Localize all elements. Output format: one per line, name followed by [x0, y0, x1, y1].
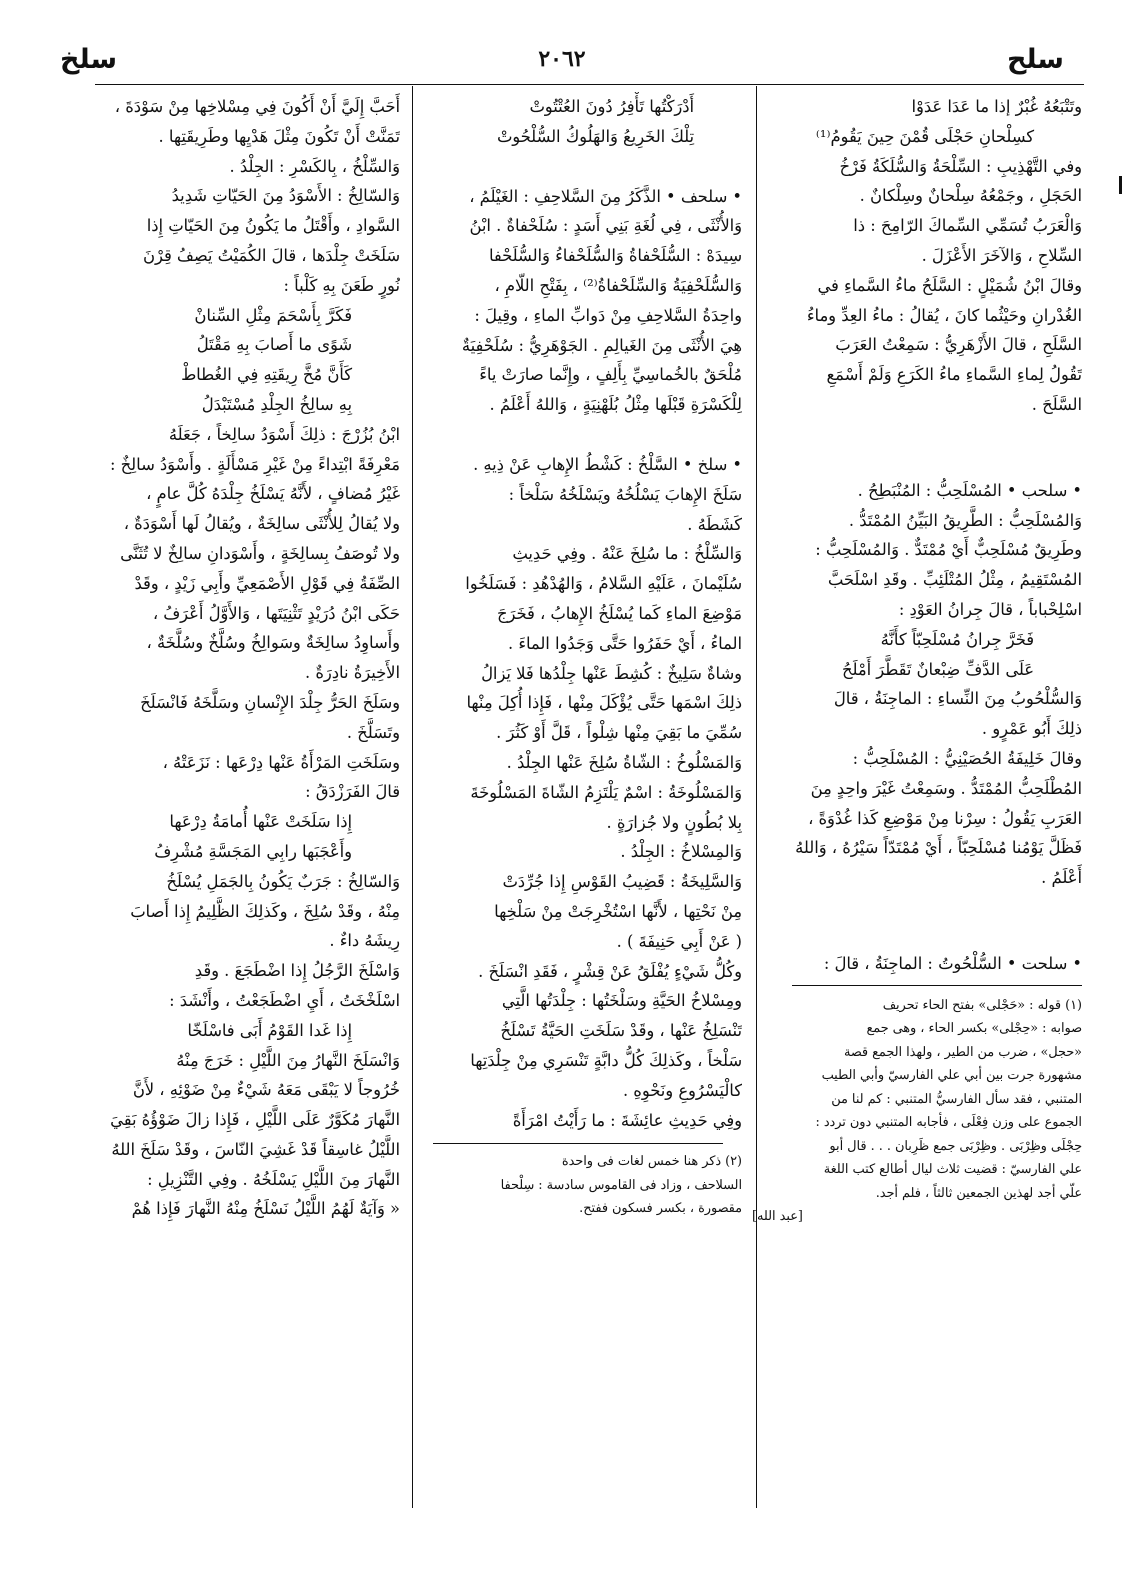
- text-line: سُلَيْمانَ ، عَلَيْهِ السَّلامُ ، وَالهُدْهُدِ : فَسَلَخُوا: [465, 574, 742, 594]
- text-line: وَالمُسْلَحِبُّ : الطَّرِيقُ البَيِّنُ المُمْتَدُّ .: [848, 510, 1082, 530]
- text-line: ولا يُقالُ لِلأُنْثَى سالِخَةٌ ، ويُقالُ لَها أَسْوَدَةٌ ،: [123, 514, 400, 534]
- footnote-rule: [433, 1143, 723, 1144]
- text-line: وتَتْبَعُهُ غُبْرٌ إذا ما عَدَا عَدَوْا: [911, 97, 1082, 116]
- text-line: الغُدْرانِ وحَيْثُما كانَ ، يُقالُ : ماءُ العِدِّ وماءُ: [806, 305, 1082, 325]
- text-line: سَلَخَ الإِهابَ يَسْلُخُهُ ويَسْلَخُهُ سَلْخاً :: [508, 484, 742, 504]
- text-line: المتنبي ، فقد سأل الفارسيُّ المتنبي : كم لنا من: [831, 1091, 1082, 1107]
- text-line: [عبد الله]: [752, 1209, 803, 1225]
- text-line: صوابه : «حِجْلى» بكسر الحاء ، وهى جمع: [866, 1021, 1082, 1037]
- text-line: ومِسْلاخُ الحَيَّةِ وسَلْخَتُها : جِلْدَتُها الَّتِي: [501, 991, 742, 1011]
- text-line: مَعْرِفَةً ابْتِداءً مِنْ غَيْرِ مَسْأَلَةٍ . وأَسْوَدُ سالِخٌ :: [109, 454, 400, 474]
- text-line: كالْيَسْرُوعِ ونَحْوِهِ .: [622, 1080, 742, 1100]
- text-line: بِهِ سالِخُ الجِلْدِ مُسْتَبْدَلُ: [201, 394, 352, 414]
- text-line: وَالْعَرَبُ تُسَمِّي السِّماكَ الرّامِحَ : ذا: [853, 216, 1082, 236]
- text-line: (٢) ذكر هنا خمس لغات فى واحدة: [561, 1154, 742, 1170]
- text-line: العَرَبِ يَقُولُ : سِرْنا مِنْ مَوْضِعِ كَذا غُدْوَةً ،: [808, 808, 1082, 828]
- text-line: الحَجَلِ ، وجَمْعُهُ سِلْحانٌ وسِلْكانٌ .: [859, 186, 1082, 206]
- column-divider-left: [412, 86, 413, 1508]
- text-line: وسَلَخَتِ المَرْأَةُ عَنْها دِرْعَها : نَزَعَتْهُ ،: [162, 752, 400, 772]
- text-line: المُسْتَقِيمُ ، مِثْلُ المُتْلَئِبِّ . وقَدِ اسْلَحَبَّ: [827, 570, 1082, 590]
- text-line: السَّلَحَ .: [1031, 394, 1082, 414]
- text-line: • سلحت • السُّلْحُوتُ : الماجِنَةُ ، قالَ :: [823, 953, 1082, 973]
- text-line: وَالسِّلْخُ : ما سُلِخَ عَنْهُ . وفِي حَدِيثِ: [512, 544, 742, 564]
- text-line: قالَ الفَرَزْدَقُ :: [305, 782, 400, 802]
- text-line: وكُلُّ شَيْءٍ يُفْلَقُ عَنْ قِشْرٍ ، فَقَدِ انْسَلَخَ .: [478, 961, 742, 981]
- text-line: تَقُولُ لِماءِ السَّماءِ ماءُ الكَرَعِ وَلَمْ أَسْمَعِ: [826, 365, 1082, 385]
- text-line: مُلْحَقٌ بالخُماسِيِّ بِأَلِفٍ ، وإِنَّما صارَتْ ياءً: [479, 365, 742, 385]
- text-line: اسْلِحْباباً ، قالَ جِرانُ العَوْدِ :: [898, 599, 1082, 619]
- text-line: نُورٍ طَعَنَ بِهِ كَلْباً :: [283, 275, 400, 295]
- text-line: وفي التَّهْذِيبِ : السِّلْحَةُ وَالسُّلَكَةُ فَرْخُ: [839, 156, 1082, 176]
- text-line: سَلَخَتْ جِلْدَها ، قالَ الكُمَيْتُ يَصِفُ قِرْنَ: [143, 245, 400, 265]
- text-line: سِيدَهْ : السُّلَحْفاةُ وَالسُّلَحْفاءُ وَالسُّلَحْفا: [488, 246, 742, 266]
- text-line: مِنْهُ ، وقَدْ سُلِخَ ، وكَذلِكَ الظَّلِيمُ إِذا أَصابَ: [130, 901, 400, 921]
- text-line: لِلْكَسْرَةِ قَبْلَها مِثْلُ بُلَهْنِيَةٍ ، وَاللهُ أَعْلَمُ .: [489, 395, 742, 415]
- paragraph-gap: [414, 152, 742, 182]
- text-line: اسْلَخْخَتُ ، أَيِ اضْطَجَعْتُ ، وأَنْشَدَ :: [169, 990, 400, 1010]
- text-line: إِذا سَلَخَتْ عَنْها أُمامَةُ دِرْعَها: [169, 812, 352, 832]
- text-line: كَشَطَهُ .: [687, 514, 742, 534]
- text-line: وَالسَّلِيخَةُ : قَضِيبُ القَوْسِ إِذا جُرِّدَتْ: [502, 872, 742, 892]
- text-line: فَكَرَّ بِأَسْحَمَ مِثْلِ السِّنانْ: [194, 305, 352, 325]
- text-line: وسَلَخَ الحَرُّ جِلْدَ الإِنْسانِ وسَلَّخَهُ فَانْسَلَخَ: [140, 692, 400, 712]
- text-line: كسِلْحانِ حَجْلَى قُمْنَ حِينَ يَقُومُ⁽¹⁾: [815, 126, 1034, 146]
- text-line: علي الفارسيّ : قضيت ثلاث ليال أطالع كتب اللغة: [823, 1162, 1082, 1178]
- text-line: تِلْكَ الخَرِيعُ وَالهَلُوكُ السُّلْحُوتْ: [496, 126, 694, 146]
- text-line: شَوًى ما أَصابَ بِهِ مَقْتَلُ: [196, 335, 352, 355]
- text-line: أَحَبَّ إِلَيَّ أَنْ أَكُونَ فِي مِسْلاخِها مِنْ سَوْدَةَ ،: [114, 97, 400, 116]
- text-line: رِيشَهُ داءٌ .: [329, 931, 400, 951]
- text-line: النَّهارَ مِنَ اللَّيْلِ يَسْلَخُهُ . وفِي التَّنْزِيلِ :: [147, 1169, 400, 1189]
- column-middle: [414, 92, 742, 1530]
- footnote-rule: [792, 985, 1082, 986]
- text-line: وَالسُّلَحْفِيَةُ وَالسِّلَحْفاةُ⁽²⁾ ، بِفَتْحِ اللّامِ ،: [494, 275, 742, 295]
- text-line: حِجْلَى وظِرْبَى . وظِرْبَى جمع ظَرِبان . . . قال أبو: [829, 1138, 1082, 1154]
- text-line: وَالمَسْلُوخَةُ : اسْمٌ يَلْتَزِمُ الشّاةَ المَسْلُوخَةَ: [470, 782, 742, 802]
- paragraph-gap: [414, 420, 742, 450]
- text-line: «حجل» ، ضرب من الطير ، ولهذا الجمع قصة: [843, 1044, 1082, 1060]
- text-line: فَخَرَّ جِرانُ مُسْلَحِبّاً كأَنَّهُ: [880, 629, 1034, 649]
- text-line: ذلِكَ اسْمَها حَتَّى يُؤْكَلَ مِنْها ، فَإِذا أُكِلَ مِنْها: [466, 693, 742, 713]
- text-line: عَلَى الدَّفِّ ضِبْعانٌ تَقَطَّرَ أَمْلَحُ: [841, 659, 1034, 679]
- text-line: علّي أجد لهذين الجمعين ثالثاً ، فلم أجد.: [875, 1185, 1082, 1201]
- text-line: حَكَى ابْنُ دُرَيْدٍ تَثْنِيَتَها ، وَالأَوَّلُ أَعْرَفُ ،: [152, 603, 400, 623]
- text-line: تَمَنَّتْ أَنْ تَكُونَ مِثْلَ هَدْيِها وطَرِيقَتِها .: [158, 126, 400, 146]
- text-line: • سلحب • المُسْلَحِبُّ : المُنْبَطِحُ .: [857, 480, 1082, 500]
- text-line: المُطْلَحِبُّ المُمْتَدُّ . وسَمِعْتُ غَيْرَ واحِدٍ مِنَ: [810, 778, 1082, 798]
- page-number: ٢٠٦٢: [538, 46, 586, 72]
- text-line: تَنْسَلِخُ عَنْها ، وقَدْ سَلَخَتِ الحَيَّةُ تَسْلَخُ: [500, 1021, 742, 1041]
- text-line: ابْنُ بُزُرْجَ : ذلِكَ أَسْوَدُ سالِخاً ، جَعَلَهُ: [168, 424, 400, 444]
- entry-gap: [752, 893, 1082, 949]
- running-head-left: سلخ: [60, 44, 118, 75]
- text-line: الصِّفَةُ فِي قَوْلِ الأَصْمَعِيِّ وأَبِي زَيْدٍ ، وقَدْ: [134, 573, 400, 593]
- text-line: وشاةٌ سَلِيخٌ : كُشِطَ عَنْها جِلْدُها فَلا يَزالُ: [481, 663, 742, 683]
- text-line: سَلْخاً ، وكَذلِكَ كُلُّ دابَّةٍ تَنْسَرِي مِنْ جِلْدَتِها: [470, 1050, 742, 1070]
- text-line: مَوْضِعَ الماءِ كَما يُسْلَخُ الإِهابُ ، فَخَرَجَ: [497, 603, 742, 623]
- text-line: • سلخ • السَّلْخُ : كَشْطُ الإِهابِ عَنْ ذِيهِ .: [473, 454, 742, 474]
- text-line: وفِي حَدِيثِ عائِشَةَ : ما رَأَيْتُ امْرَأَةً: [512, 1110, 742, 1130]
- text-line: ( عَنْ أَبِي حَنِيفَةَ ) .: [616, 931, 742, 951]
- text-line: اللَّيْلُ غاسِقاً قَدْ غَشِيَ النّاسَ ، وقَدْ سَلَخَ اللهُ: [111, 1139, 400, 1159]
- text-line: النَّهارَ مُكَوَّرٌ عَلَى اللَّيْلِ ، فَإِذا زالَ ضَوْؤُهُ بَقِيَ: [110, 1110, 400, 1130]
- text-line: وَالسّالِخُ : الأَسْوَدُ مِنَ الحَيّاتِ شَدِيدُ: [171, 186, 400, 206]
- text-line: بِلا بُطُونٍ ولا جُزارَةٍ .: [606, 812, 742, 832]
- text-line: وأَساوِدُ سالِخَةٌ وسَوالِخُ وسُلَّخٌ وسُلَّخَةٌ ،: [146, 633, 400, 653]
- page-header: [60, 38, 1064, 82]
- text-line: السَّلَحِ ، قالَ الأَزْهَرِيُّ : سَمِعْتُ العَرَبَ: [835, 335, 1082, 355]
- text-line: وَالأُنْثَى ، فِي لُغَةِ بَنِي أَسَدٍ : سُلَحْفاةٌ . ابْنُ: [469, 216, 742, 236]
- text-line: وأَعْجَبَها رابِي المَجَسَّةِ مُشْرِفُ: [154, 841, 352, 861]
- text-line: مِنْ نَحْتِها ، لأَنَّها اسْتُخْرِجَتْ مِنْ سَلْخِها: [494, 901, 742, 921]
- text-line: سُمِّيَ ما بَقِيَ مِنْها شِلْواً ، قَلَّ أَوْ كَثُرَ .: [496, 723, 742, 743]
- text-line: هِيَ الأُنْثَى مِنَ الغَيالِمِ . الجَوْهَرِيُّ : سُلَحْفِيَةٌ: [461, 335, 742, 355]
- text-line: فَظَلَّ يَوْمُنا مُسْلَحِبّاً ، أَيْ مُمْتَدّاً سَيْرُهُ ، وَاللهُ: [795, 838, 1082, 858]
- margin-mark: [1119, 176, 1122, 194]
- text-line: خُرُوجاً لا يَبْقَى مَعَهُ شَيْءٌ مِنْ ضَوْئِهِ ، لأَنَّ: [132, 1080, 400, 1100]
- text-line: وَالسِّلْخُ ، بِالكَسْرِ : الجِلْدُ .: [229, 156, 400, 176]
- text-line: « وَآيَةٌ لَهُمُ اللَّيْلُ نَسْلَخُ مِنْهُ النَّهارَ فَإِذا هُمْ: [131, 1199, 400, 1219]
- running-head-right: سلح: [1006, 44, 1064, 75]
- text-line: السلاحف ، وزاد فى القاموس سادسة : سِلْحفا: [500, 1177, 742, 1193]
- text-line: وَالسُّلْحُوبُ مِنَ النِّساءِ : الماجِنَةُ ، قالَ: [833, 689, 1082, 709]
- column-left: [98, 92, 400, 1530]
- text-line: (١) قوله : «حَجْلى» بفتح الحاء تحريف: [882, 997, 1082, 1013]
- text-line: السِّلاحِ ، وَالآخَرَ الأَعْزَلَ .: [921, 245, 1082, 265]
- text-line: الأَخِيرَةُ نادِرَةٌ .: [305, 663, 400, 683]
- header-rule: [95, 84, 1084, 85]
- text-line: ذلِكَ أَبُو عَمْرٍو .: [981, 719, 1082, 739]
- entry-gap: [752, 420, 1082, 476]
- text-line: إِذا غَدا القَوْمُ أَبَى فاسْلَخّا: [187, 1020, 352, 1040]
- text-line: الماءُ ، أَيْ حَفَرُوا حَتَّى وَجَدُوا الماءَ .: [507, 633, 742, 653]
- text-line: غَيْرُ مُضافٍ ، لأَنَّهُ يَسْلَخُ جِلْدَهُ كُلَّ عامٍ ،: [146, 484, 400, 504]
- text-line: السَّوادِ ، وأَقْتَلُ ما يَكُونُ مِنَ الحَيّاتِ إِذا: [146, 216, 400, 236]
- text-line: مشهورة جرت بين أبي علي الفارسيّ وأبي الطيب: [821, 1068, 1082, 1084]
- text-line: وَالسّالِخُ : جَرَبٌ يَكُونُ بِالجَمَلِ يُسْلَخُ: [166, 871, 400, 891]
- text-line: ولا تُوصَفُ بِسالِخَةٍ ، وأَسْوَدانِ سالِخٌ لا تُثَنَّى: [120, 543, 400, 563]
- text-line: وَانْسَلَخَ النَّهارُ مِنَ اللَّيْلِ : خَرَجَ مِنْهُ: [176, 1050, 400, 1070]
- text-line: كَأَنَّ مُخَّ رِيقَتِهِ فِي الغُطاطْ: [181, 365, 352, 385]
- text-line: أَعْلَمُ .: [1041, 868, 1082, 888]
- text-line: وَالمَسْلُوخُ : الشّاةُ سُلِخَ عَنْها الجِلْدُ .: [506, 752, 742, 772]
- text-line: مقصورة ، بكسر فسكون ففتح.: [579, 1201, 742, 1217]
- text-line: وَاسْلَخَ الرَّجُلُ إِذا اضْطَجَعَ . وقَدِ: [194, 961, 400, 981]
- text-line: أَدْرَكْتُها تَأْفِرُ دُونَ العُتْتُوتْ: [529, 97, 694, 116]
- text-line: • سلحف • الذَّكَرُ مِنَ السَّلاحِفِ : الغَيْلَمُ ،: [469, 186, 742, 206]
- text-line: الجموع على وزن فِعْلَى ، فأجابه المتنبي دون تردد :: [815, 1115, 1082, 1131]
- text-line: وقالَ خَلِيفَةُ الحُصَيْنِيُّ : المُسْلَحِبُّ :: [852, 748, 1082, 768]
- text-line: وقالَ ابْنُ شُمَيْلٍ : السَّلَحُ ماءُ السَّماءِ في: [817, 275, 1082, 295]
- column-right: [752, 92, 1082, 1530]
- text-line: وَالمِسْلاخُ : الجِلْدُ .: [620, 842, 742, 862]
- text-line: وتَسَلَّخَ .: [346, 722, 400, 742]
- text-line: واحِدَةُ السَّلاحِفِ مِنْ دَوابِّ الماءِ ، وقِيلَ :: [474, 305, 742, 325]
- text-line: وطَرِيقٌ مُسْلَحِبٌّ أَيْ مُمْتَدٌّ . وَالمُسْلَحِبُّ :: [815, 540, 1082, 560]
